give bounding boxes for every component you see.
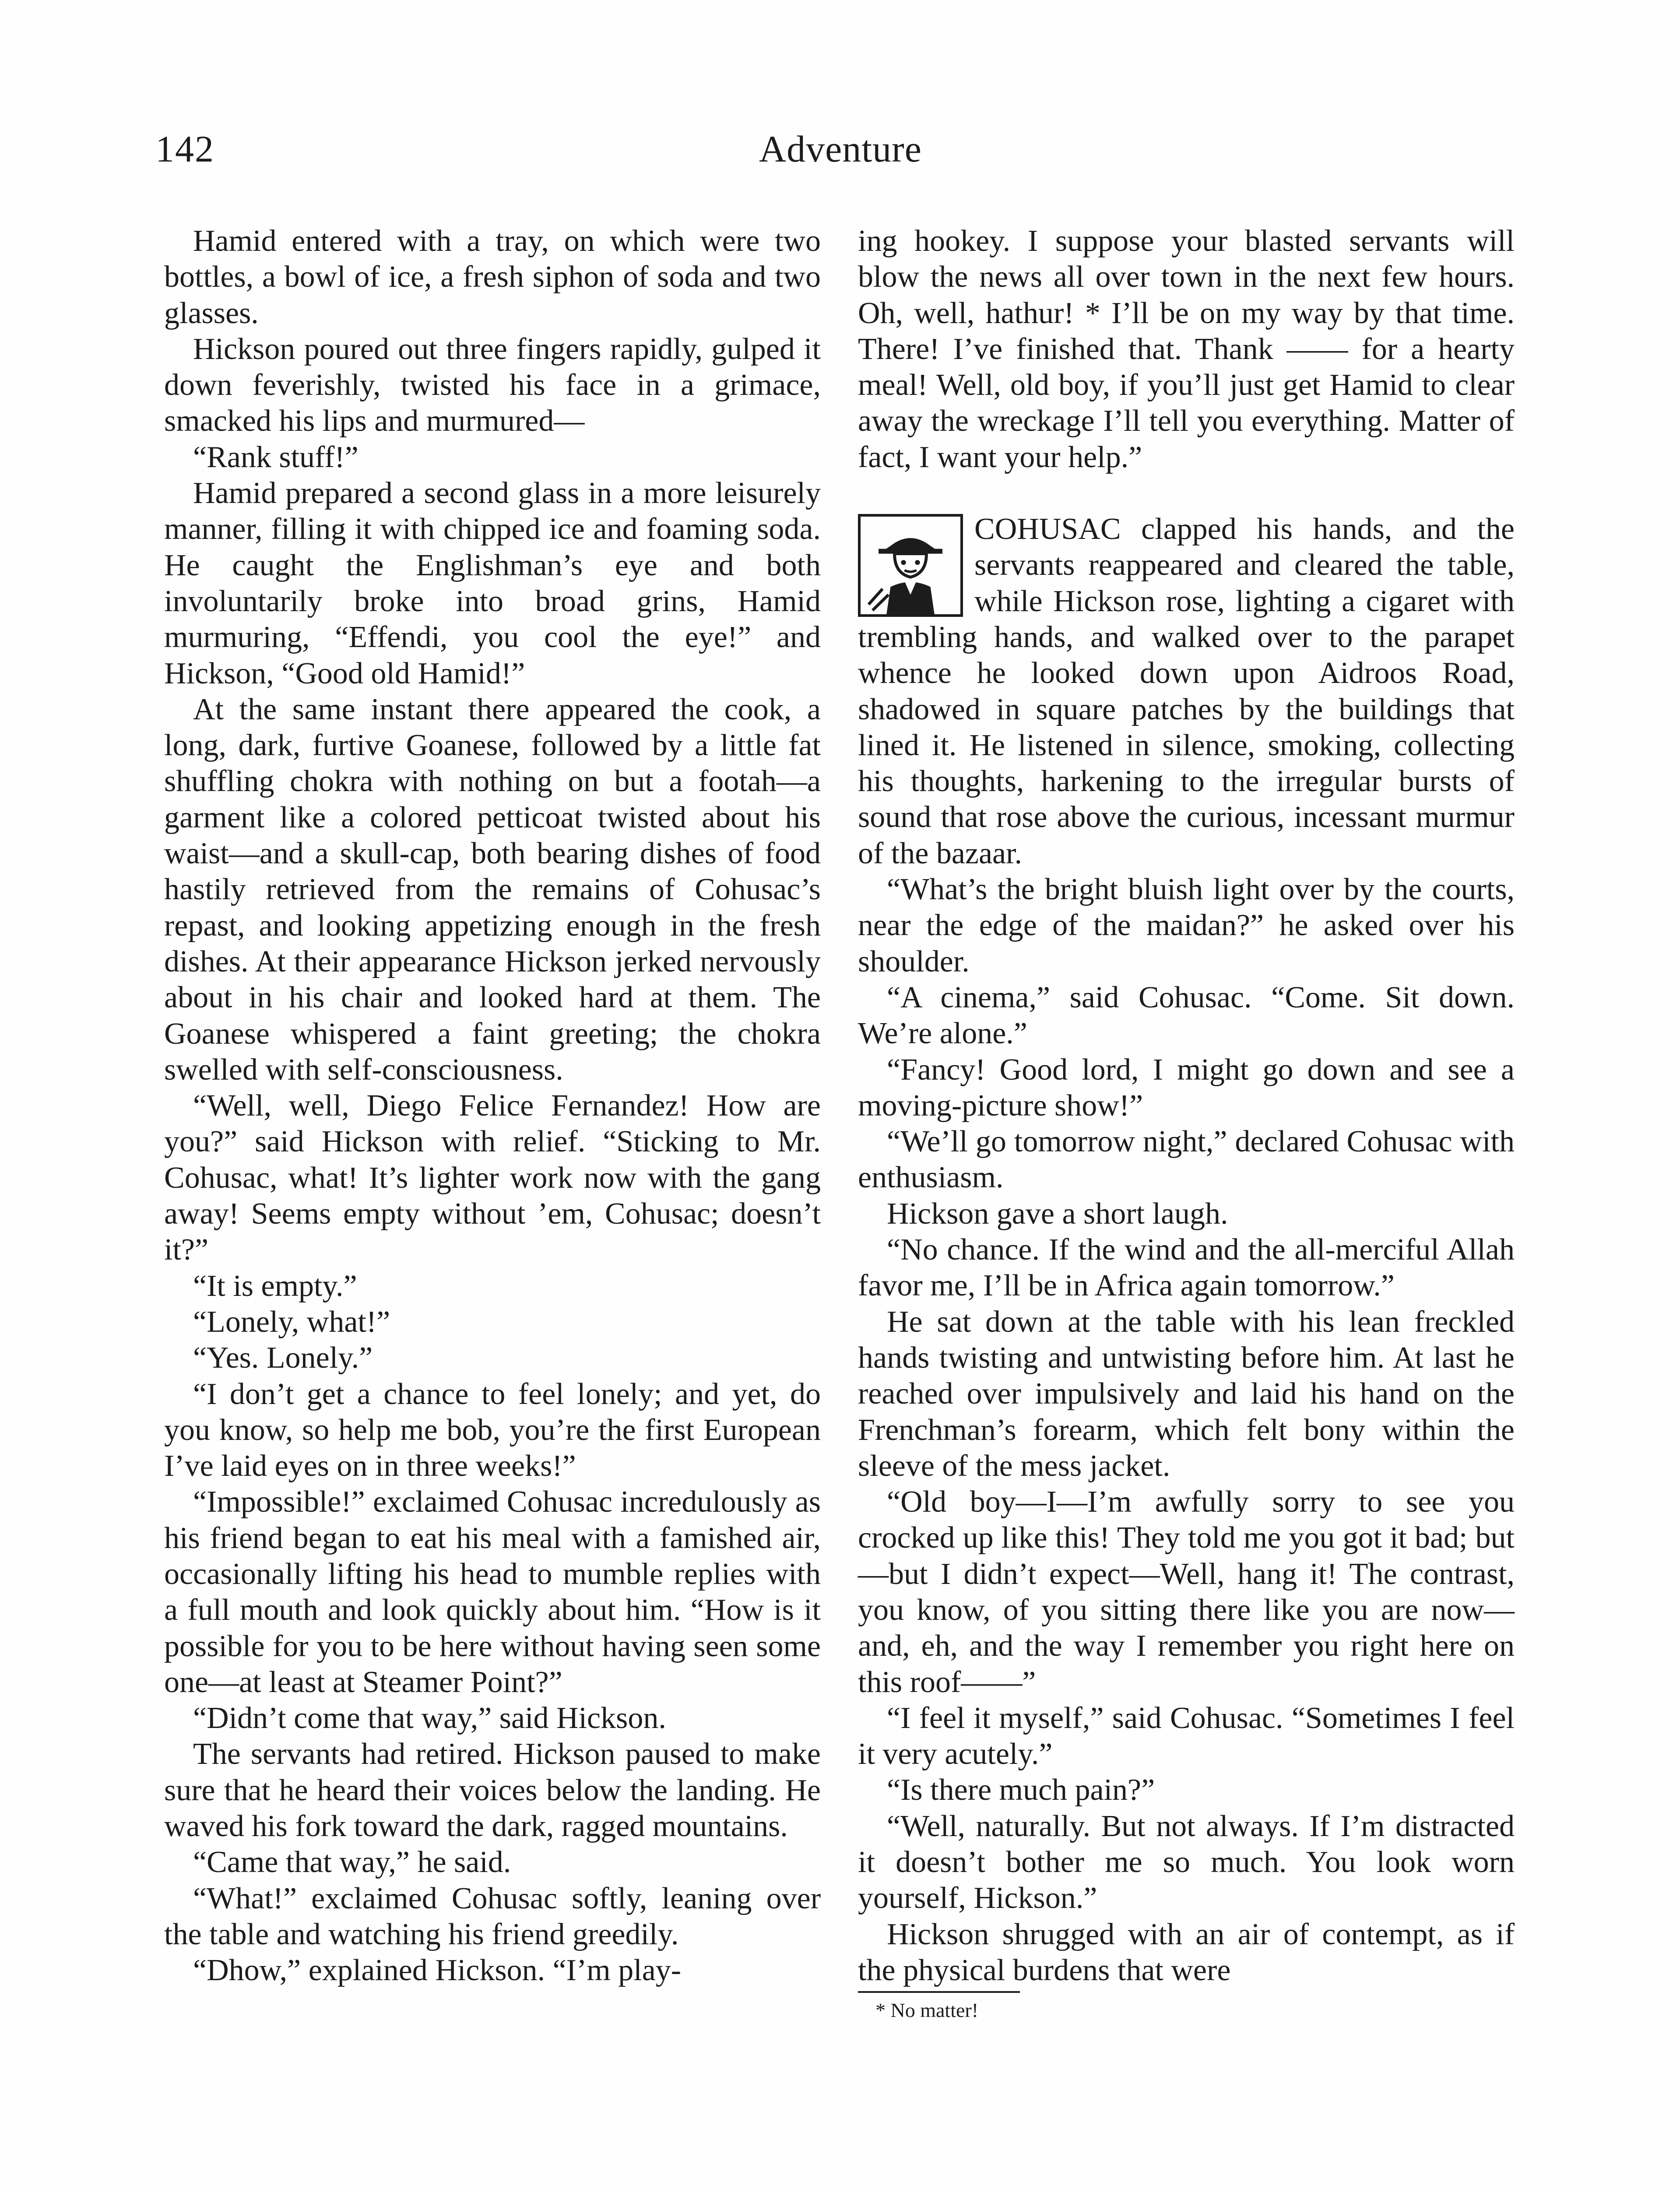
paragraph: At the same instant there appeared the cook, a long, dark, furtive Goanese, followed by a little fat shuffling chokra with nothing on but a footah—a garment like a colored petticoat twisted about his waist—and a skull-cap, both bearing dishes of food hastily retrieved from the remains of Cohusac’s repast, and looking appetizing enough in the fresh dishes. At their appearance Hickson jerked nervously about in his chair and looked hard at them. The Goanese whispered a faint greeting; the chokra swelled with self-consciousness.	[164, 692, 821, 1087]
paragraph: Hickson gave a short laugh.	[887, 1197, 1228, 1231]
dropcap-paragraph	[858, 511, 1515, 872]
paragraph: “Dhow,” explained Hickson. “I’m play-	[193, 1953, 682, 1988]
paragraph: “Well, naturally. But not always. If I’m distracted it doesn’t bother me so much. You look worn yourself, Hickson.”	[858, 1809, 1515, 1915]
paragraph: “I don’t get a chance to feel lonely; and yet, do you know, so help me bob, you’re the first European I’ve laid eyes on in three weeks!”	[164, 1377, 821, 1483]
page-number: 142	[155, 128, 214, 170]
footnote: * No matter!	[875, 1999, 979, 2022]
left-column	[164, 223, 821, 1989]
man-in-hat-icon	[858, 514, 963, 617]
paragraph: “Is there much pain?”	[887, 1773, 1155, 1807]
paragraph: “We’ll go tomorrow night,” declared Cohusac with enthusiasm.	[858, 1125, 1515, 1195]
paragraph: Hamid prepared a second glass in a more leisurely manner, filling it with chipped ice and foaming soda. He caught the Englishman’s eye and both involuntarily broke into broad grins, Hamid murmuring, “Effendi, you cool the eye!” and Hickson, “Good old Hamid!”	[164, 476, 821, 690]
footnote-divider	[858, 1991, 1020, 1993]
paragraph: “Old boy—I—I’m awfully sorry to see you crocked up like this! They told me you got it bad; but—but I didn’t expect—Well, hang it! The contrast, you know, of you sitting there like you are now—and, eh, and the way I remember you right here on this roof——”	[858, 1485, 1515, 1699]
page-header	[155, 127, 1525, 193]
paragraph: “Didn’t come that way,” said Hickson.	[193, 1701, 666, 1735]
paragraph: COHUSAC clapped his hands, and the servants reappeared and cleared the table, while Hickson rose, lighting a cigaret with trembling hands, and walked over to the parapet whence he looked down upon Aidroos Road, shadowed in square patches by the buildings that lined it. He listened in silence, smoking, collecting his thoughts, harkening to the irregular bursts of sound that rose above the curious, incessant murmur of the bazaar.	[858, 512, 1515, 870]
right-column	[858, 223, 1515, 2024]
paragraph: “Came that way,” he said.	[193, 1845, 511, 1879]
paragraph: Hamid entered with a tray, on which were two bottles, a bowl of ice, a fresh siphon of soda and two glasses.	[164, 224, 821, 330]
paragraph: “Impossible!” exclaimed Cohusac incredulously as his friend began to eat his meal with a famished air, occasionally lifting his head to mumble replies with a full mouth and look quickly about him. “How is it possible for you to be here without having seen some one—at least at Steamer Point?”	[164, 1485, 821, 1699]
paragraph: “A cinema,” said Cohusac. “Come. Sit down. We’re alone.”	[858, 980, 1515, 1051]
paragraph: “Rank stuff!”	[193, 440, 358, 474]
paragraph: ing hookey. I suppose your blasted servants will blow the news all over town in the next few hours. Oh, well, hathur! * I’ll be on my way by that time. There! I’ve finished that. Thank —— for a hearty meal! Well, old boy, if you’ll just get Hamid to clear away the wreckage I’ll tell you everything. Matter of fact, I want your help.”	[858, 224, 1515, 474]
paragraph: The servants had retired. Hickson paused to make sure that he heard their voices below the landing. He waved his fork toward the dark, ragged mountains.	[164, 1737, 821, 1844]
paragraph: Hickson shrugged with an air of contempt, as if the physical burdens that were	[858, 1917, 1515, 1987]
paragraph: Hickson poured out three fingers rapidly, gulped it down feverishly, twisted his face in a grimace, smacked his lips and murmured—	[164, 332, 821, 438]
paragraph: “I feel it myself,” said Cohusac. “Sometimes I feel it very acutely.”	[858, 1701, 1515, 1771]
paragraph: “What’s the bright bluish light over by the courts, near the edge of the maidan?” he asked over his shoulder.	[858, 873, 1515, 978]
running-title: Adventure	[759, 128, 922, 170]
paragraph: “Well, well, Diego Felice Fernandez! How are you?” said Hickson with relief. “Sticking to Mr. Cohusac, what! It’s lighter work now with the gang away! Seems empty without ’em, Cohusac; doesn’t it?”	[164, 1089, 821, 1267]
paragraph: “What!” exclaimed Cohusac softly, leaning over the table and watching his friend greedily.	[164, 1881, 821, 1951]
paragraph: He sat down at the table with his lean freckled hands twisting and untwisting before him. At last he reached over impulsively and laid his hand on the Frenchman’s forearm, which felt bony within the sleeve of the mess jacket.	[858, 1305, 1515, 1483]
section-break	[858, 475, 1515, 511]
paragraph: “No chance. If the wind and the all-merciful Allah favor me, I’ll be in Africa again tomorrow.”	[858, 1233, 1515, 1303]
paragraph: “It is empty.”	[193, 1269, 357, 1303]
paragraph: “Lonely, what!”	[193, 1305, 390, 1339]
paragraph: “Yes. Lonely.”	[193, 1341, 373, 1375]
paragraph: “Fancy! Good lord, I might go down and see a moving-picture show!”	[858, 1052, 1515, 1123]
